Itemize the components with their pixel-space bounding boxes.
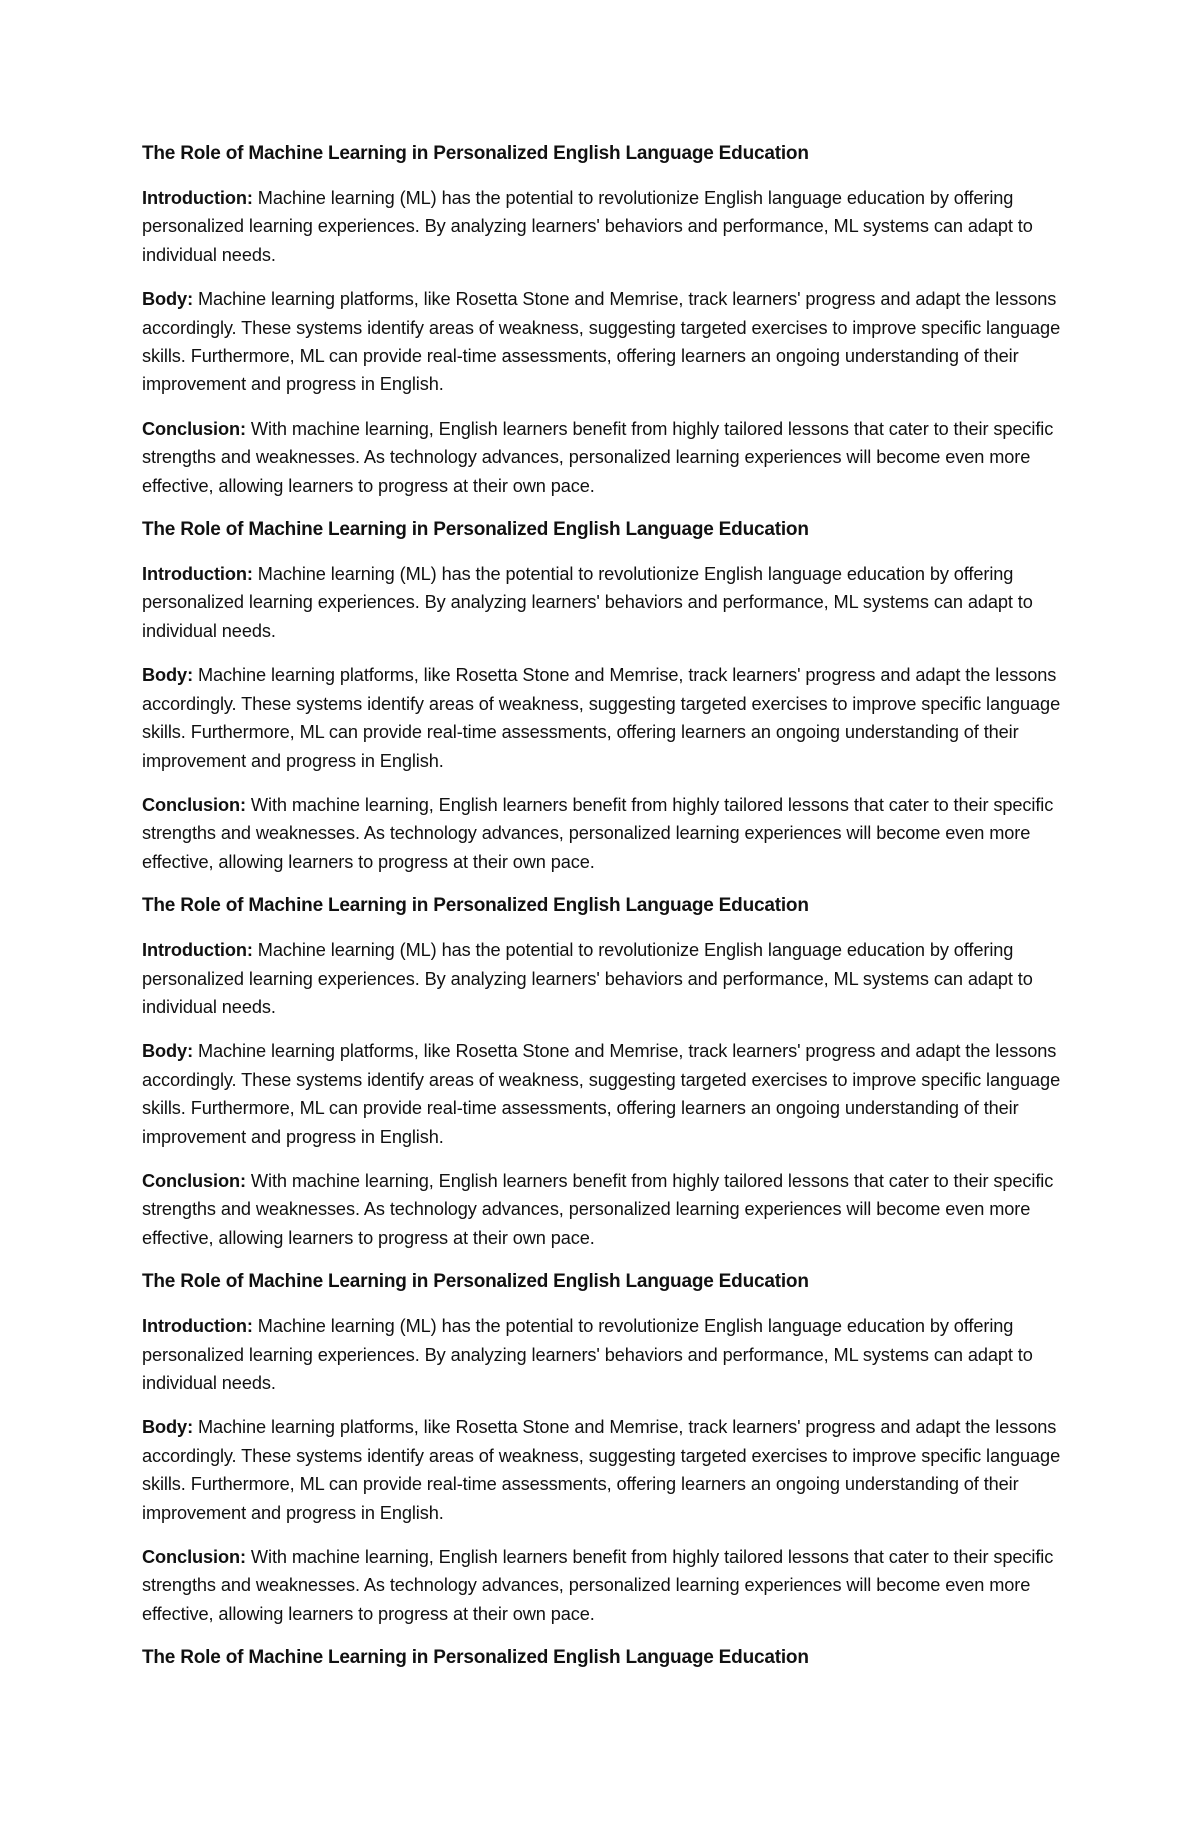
conclusion-text: With machine learning, English learners benefit from highly tailored lessons that cater to their specific strengths and weaknesses. As technology advances, personalized learning experiences will become even more effective, allowing learners to progress at their own pace. [142,794,1054,872]
introduction-label: Introduction: [142,188,253,208]
conclusion-label: Conclusion: [142,1170,246,1191]
introduction-text: Machine learning (ML) has the potential to revolutionize English language education by offering personalized learning experiences. By analyzing learners' behaviors and performance, ML systems can adapt to individual needs. [142,188,1033,265]
section-title: The Role of Machine Learning in Personalized English Language Education [142,1271,809,1293]
conclusion-paragraph [142,791,1072,876]
introduction-paragraph [142,184,1072,269]
introduction-paragraph [142,1312,1072,1397]
body-paragraph [142,1413,1072,1527]
introduction-paragraph [142,936,1072,1021]
body-paragraph [142,661,1072,775]
conclusion-text: With machine learning, English learners benefit from highly tailored lessons that cater to their specific strengths and weaknesses. As technology advances, personalized learning experiences will become even more effective, allowing learners to progress at their own pace. [142,418,1054,496]
essay-section [142,1268,1072,1628]
body-text: Machine learning platforms, like Rosetta Stone and Memrise, track learners' progress and adapt the lessons accordingly. These systems identify areas of weakness, suggesting targeted exercises to improve specific language skills. Furthermore, ML can provide real-time assessments, offering learners an ongoing understanding of their improvement and progress in English. [142,289,1061,395]
body-label: Body: [142,665,194,686]
body-paragraph [142,285,1072,399]
section-title: The Role of Machine Learning in Personalized English Language Education [142,895,809,917]
conclusion-label: Conclusion: [142,418,246,439]
section-title: The Role of Machine Learning in Personalized English Language Education [142,143,809,164]
essay-section [142,516,1072,876]
introduction-text: Machine learning (ML) has the potential to revolutionize English language education by offering personalized learning experiences. By analyzing learners' behaviors and performance, ML systems can adapt to individual needs. [142,564,1033,641]
introduction-paragraph [142,560,1072,645]
conclusion-paragraph [142,415,1072,500]
trailing-section-title: The Role of Machine Learning in Personalized English Language Education [142,1647,809,1669]
introduction-label: Introduction: [142,564,253,585]
body-text: Machine learning platforms, like Rosetta Stone and Memrise, track learners' progress and adapt the lessons accordingly. These systems identify areas of weakness, suggesting targeted exercises to improve specific language skills. Furthermore, ML can provide real-time assessments, offering learners an ongoing understanding of their improvement and progress in English. [142,665,1061,771]
body-label: Body: [142,1417,194,1438]
essay-section [142,892,1072,1252]
body-paragraph [142,1037,1072,1151]
introduction-text: Machine learning (ML) has the potential to revolutionize English language education by offering personalized learning experiences. By analyzing learners' behaviors and performance, ML systems can adapt to individual needs. [142,1316,1033,1393]
conclusion-label: Conclusion: [142,794,246,815]
body-label: Body: [142,1041,194,1062]
section-title: The Role of Machine Learning in Personalized English Language Education [142,519,809,541]
introduction-text: Machine learning (ML) has the potential to revolutionize English language education by offering personalized learning experiences. By analyzing learners' behaviors and performance, ML systems can adapt to individual needs. [142,940,1033,1017]
conclusion-paragraph [142,1543,1072,1628]
introduction-label: Introduction: [142,1316,253,1337]
essay-section [142,140,1072,500]
conclusion-text: With machine learning, English learners benefit from highly tailored lessons that cater to their specific strengths and weaknesses. As technology advances, personalized learning experiences will become even more effective, allowing learners to progress at their own pace. [142,1170,1054,1248]
conclusion-paragraph [142,1167,1072,1252]
document-body [142,140,1072,1688]
body-label: Body: [142,289,194,310]
introduction-label: Introduction: [142,940,253,961]
conclusion-text: With machine learning, English learners benefit from highly tailored lessons that cater to their specific strengths and weaknesses. As technology advances, personalized learning experiences will become even more effective, allowing learners to progress at their own pace. [142,1547,1054,1624]
body-text: Machine learning platforms, like Rosetta Stone and Memrise, track learners' progress and adapt the lessons accordingly. These systems identify areas of weakness, suggesting targeted exercises to improve specific language skills. Furthermore, ML can provide real-time assessments, offering learners an ongoing understanding of their improvement and progress in English. [142,1417,1061,1523]
conclusion-label: Conclusion: [142,1547,246,1568]
body-text: Machine learning platforms, like Rosetta Stone and Memrise, track learners' progress and adapt the lessons accordingly. These systems identify areas of weakness, suggesting targeted exercises to improve specific language skills. Furthermore, ML can provide real-time assessments, offering learners an ongoing understanding of their improvement and progress in English. [142,1041,1061,1147]
